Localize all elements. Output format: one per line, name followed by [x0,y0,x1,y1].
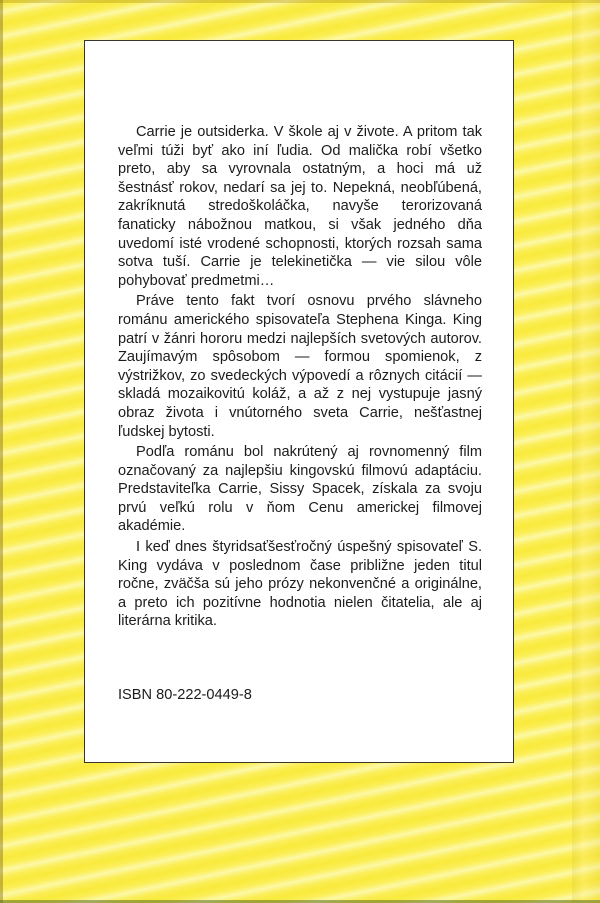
blurb-paragraph-2: Práve tento fakt tvorí osnovu prvého slávneho románu amerického spisovateľa Stephena Kinga. King patrí v žánri hororu medzi najlepších svetových autorov. Zaujímavým spôsobom — formou spomienok, z výstrižkov, zo svedeckých výpovedí a rôznych citácií — skladá mozaikovitú koláž, a až z nej vystupuje jasný obraz života i vnútorného sveta Carrie, nešťastnej ľudskej bytosti. [118,293,482,440]
blurb-paragraph-4: I keď dnes štyridsaťšesťročný úspešný spisovateľ S. King vydáva v poslednom čase približne jeden titul ročne, zväčša sú jeho prózy nekonvenčné a originálne, a preto ich pozitívne hodnotia nielen čitatelia, ale aj literárna kritika. [118,539,482,630]
cover-top-edge [0,0,600,3]
spine-fold [572,0,600,903]
blurb-text [118,123,482,633]
back-cover-text-panel [84,40,514,763]
cover-left-edge [0,0,3,903]
isbn-number: ISBN 80-222-0449-8 [118,687,252,703]
blurb-paragraph-1: Carrie je outsiderka. V škole aj v živote. A pritom tak veľmi túži byť ako iní ľudia. Od malička robí všetko preto, aby sa vyrovnala ostatným, a hoci má už šestnásť rokov, nedarí sa jej to. Nepekná, neobľúbená, zakríknutá stredoškoláčka, navyše terorizovaná fanaticky nábožnou matkou, si však jedného dňa uvedomí isté vrodené schopnosti, ktorých rozsah sama sotva tuší. Carrie je telekinetička — vie silou vôle pohybovať predmetmi… [118,124,482,289]
blurb-paragraph-3: Podľa románu bol nakrútený aj rovnomenný film označovaný za najlepšiu kingovskú filmovú adaptáciu. Predstaviteľka Carrie, Sissy Spacek, získala za svoju prvú veľkú rolu v ňom Cenu americkej filmovej akadémie. [118,444,482,535]
